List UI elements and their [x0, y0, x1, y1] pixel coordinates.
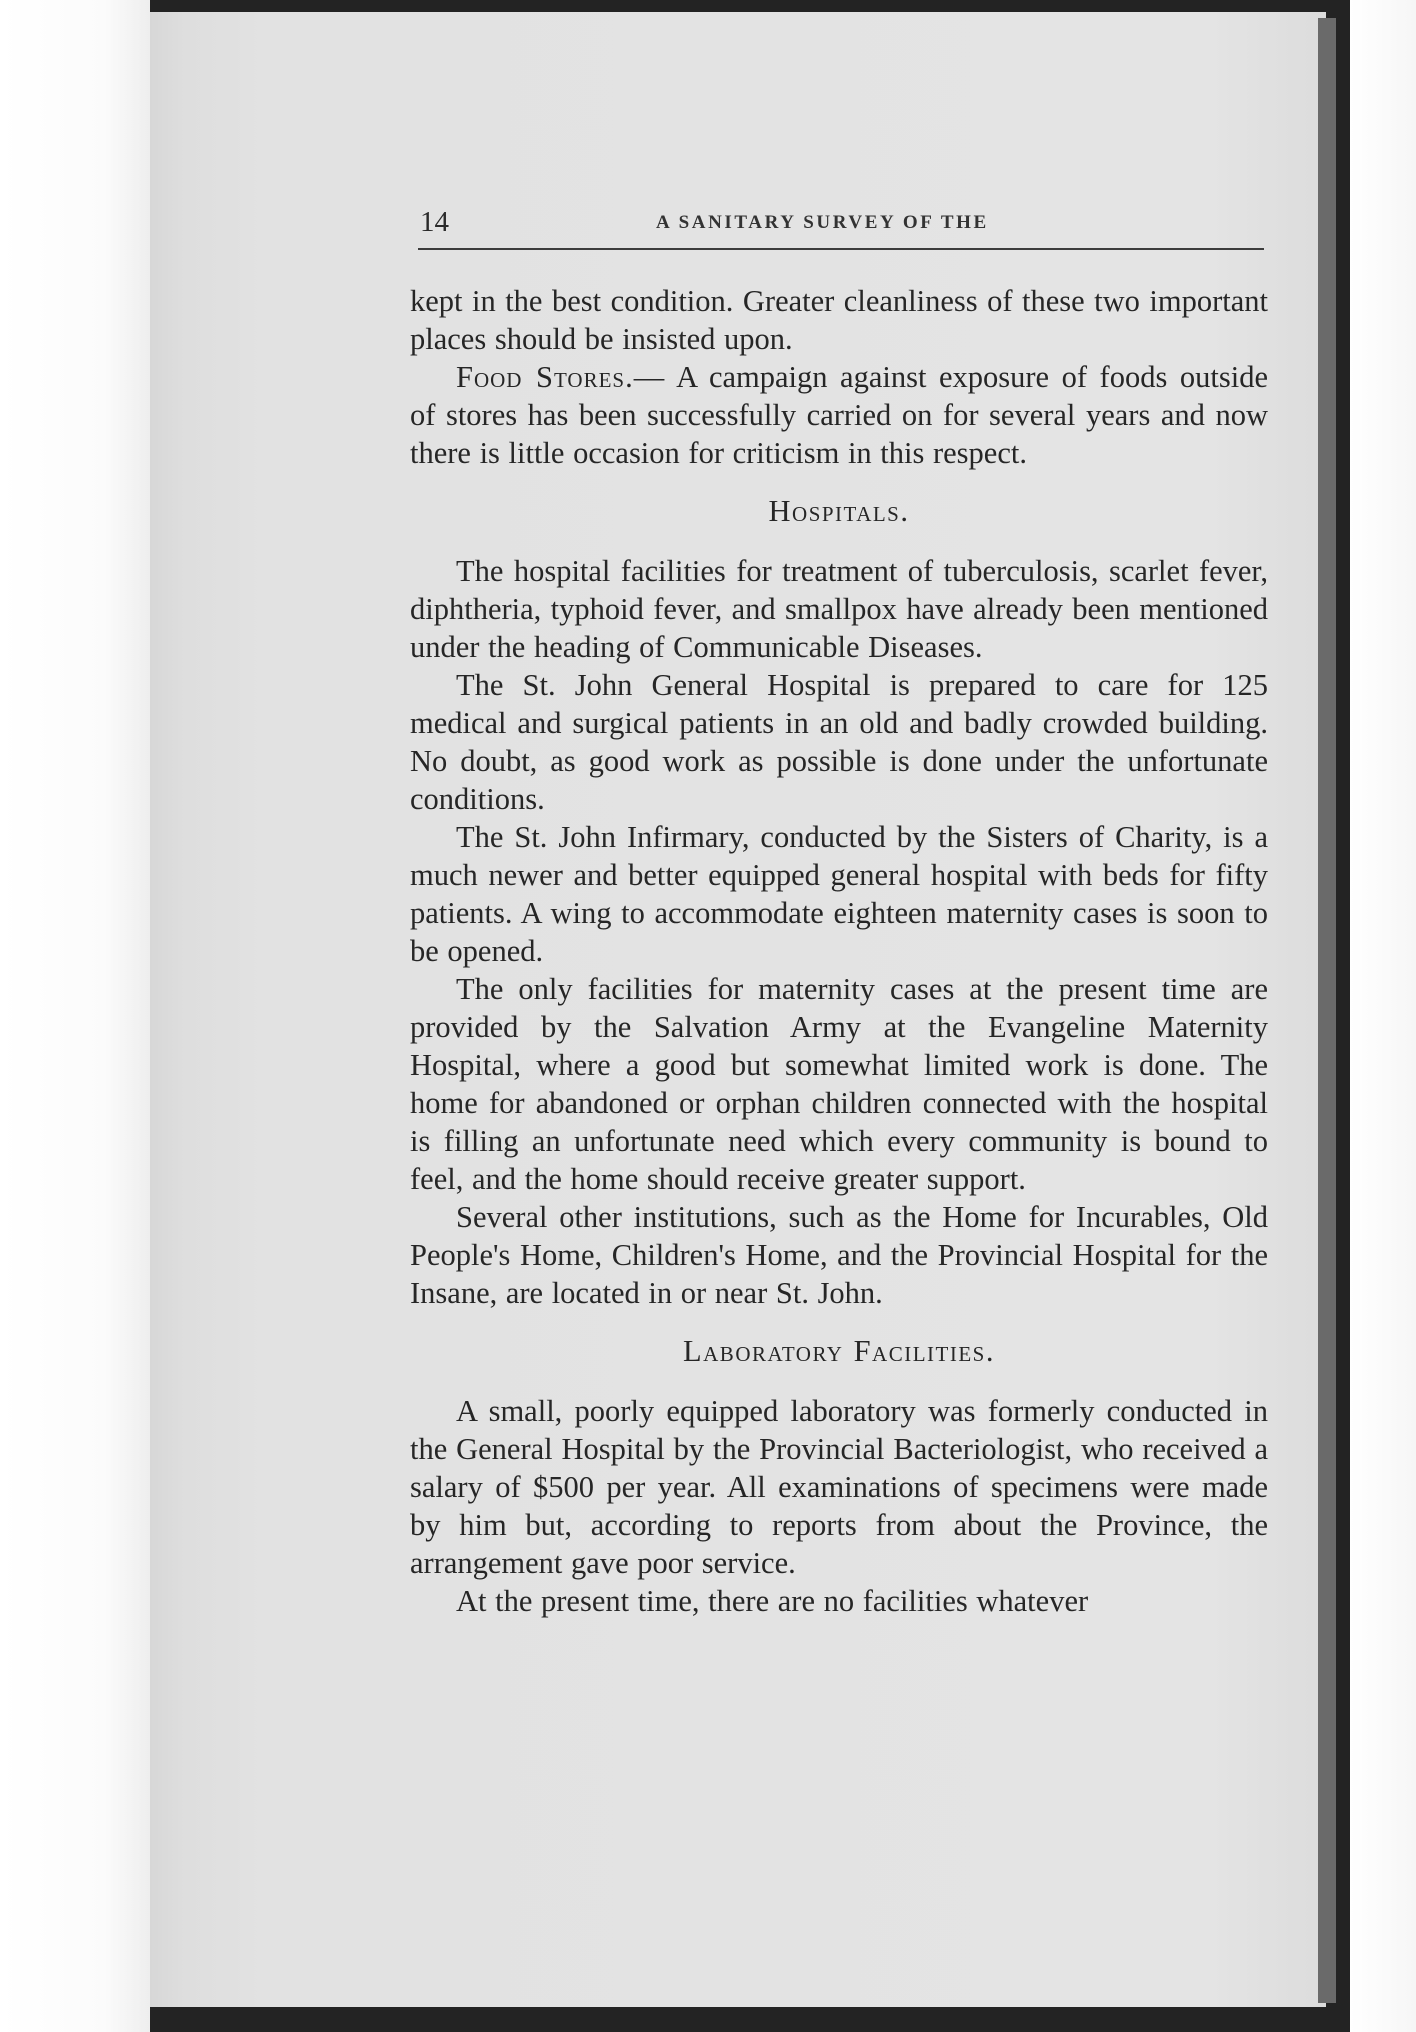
paragraph-maternity: The only facilities for maternity cases at the present time are provided by the Salvation Army at the Evangeline Maternity Hospital, where a good but somewhat limited work is done. The home for abandoned or orphan children connected with the hospital is filling an unfortunate need which every community is bound to feel, and the home should receive greater support. [410, 972, 1268, 1196]
hospitals-heading: Hospitals. [768, 494, 910, 528]
paragraph-cleanliness: kept in the best condition. Greater cleanliness of these two important places should be insisted upon. [410, 284, 1268, 356]
header-rule [418, 248, 1264, 250]
paragraph-hospital-facilities: The hospital facilities for treatment of tuberculosis, scarlet fever, diphtheria, typhoid fever, and smallpox have already been mentioned under the heading of Communicable Diseases. [410, 554, 1268, 664]
paragraph-other-institutions: Several other institutions, such as the Home for Incurables, Old People's Home, Children's Home, and the Provincial Hospital for the Insane, are located in or near St. John. [410, 1200, 1268, 1310]
food-stores-heading: Food Stores.— [456, 360, 666, 394]
scan-right-margin [1350, 0, 1416, 2032]
paragraph-infirmary: The St. John Infirmary, conducted by the Sisters of Charity, is a much newer and better equipped general hospital with beds for fifty patients. A wing to accommodate eighteen maternity cases is soon to be opened. [410, 820, 1268, 968]
scan-left-margin [0, 0, 150, 2032]
page-edge-shadow [1318, 18, 1336, 2003]
paragraph-general-hospital: The St. John General Hospital is prepared to care for 125 medical and surgical patients in an old and badly crowded building. No doubt, as good work as possible is done under the unfortunate conditions. [410, 668, 1268, 816]
running-head: A SANITARY SURVEY OF THE [656, 212, 989, 233]
page-header [420, 200, 1262, 250]
page-number: 14 [420, 206, 449, 238]
paragraph-present-time: At the present time, there are no facilities whatever [456, 1584, 1089, 1618]
food-stores-text: A campaign against exposure of foods outside of stores has been successfully carried on for several years and now there is little occasion for criticism in this respect. [410, 360, 1268, 470]
paragraph-food-stores [410, 358, 1268, 472]
paragraph-laboratory: A small, poorly equipped laboratory was formerly conducted in the General Hospital by the Provincial Bacteriologist, who received a salary of $500 per year. All examinations of specimens were made by him but, according to reports from about the Province, the arrangement gave poor service. [410, 1394, 1268, 1580]
page-body [410, 282, 1268, 1620]
laboratory-heading: Laboratory Facilities. [683, 1334, 995, 1368]
